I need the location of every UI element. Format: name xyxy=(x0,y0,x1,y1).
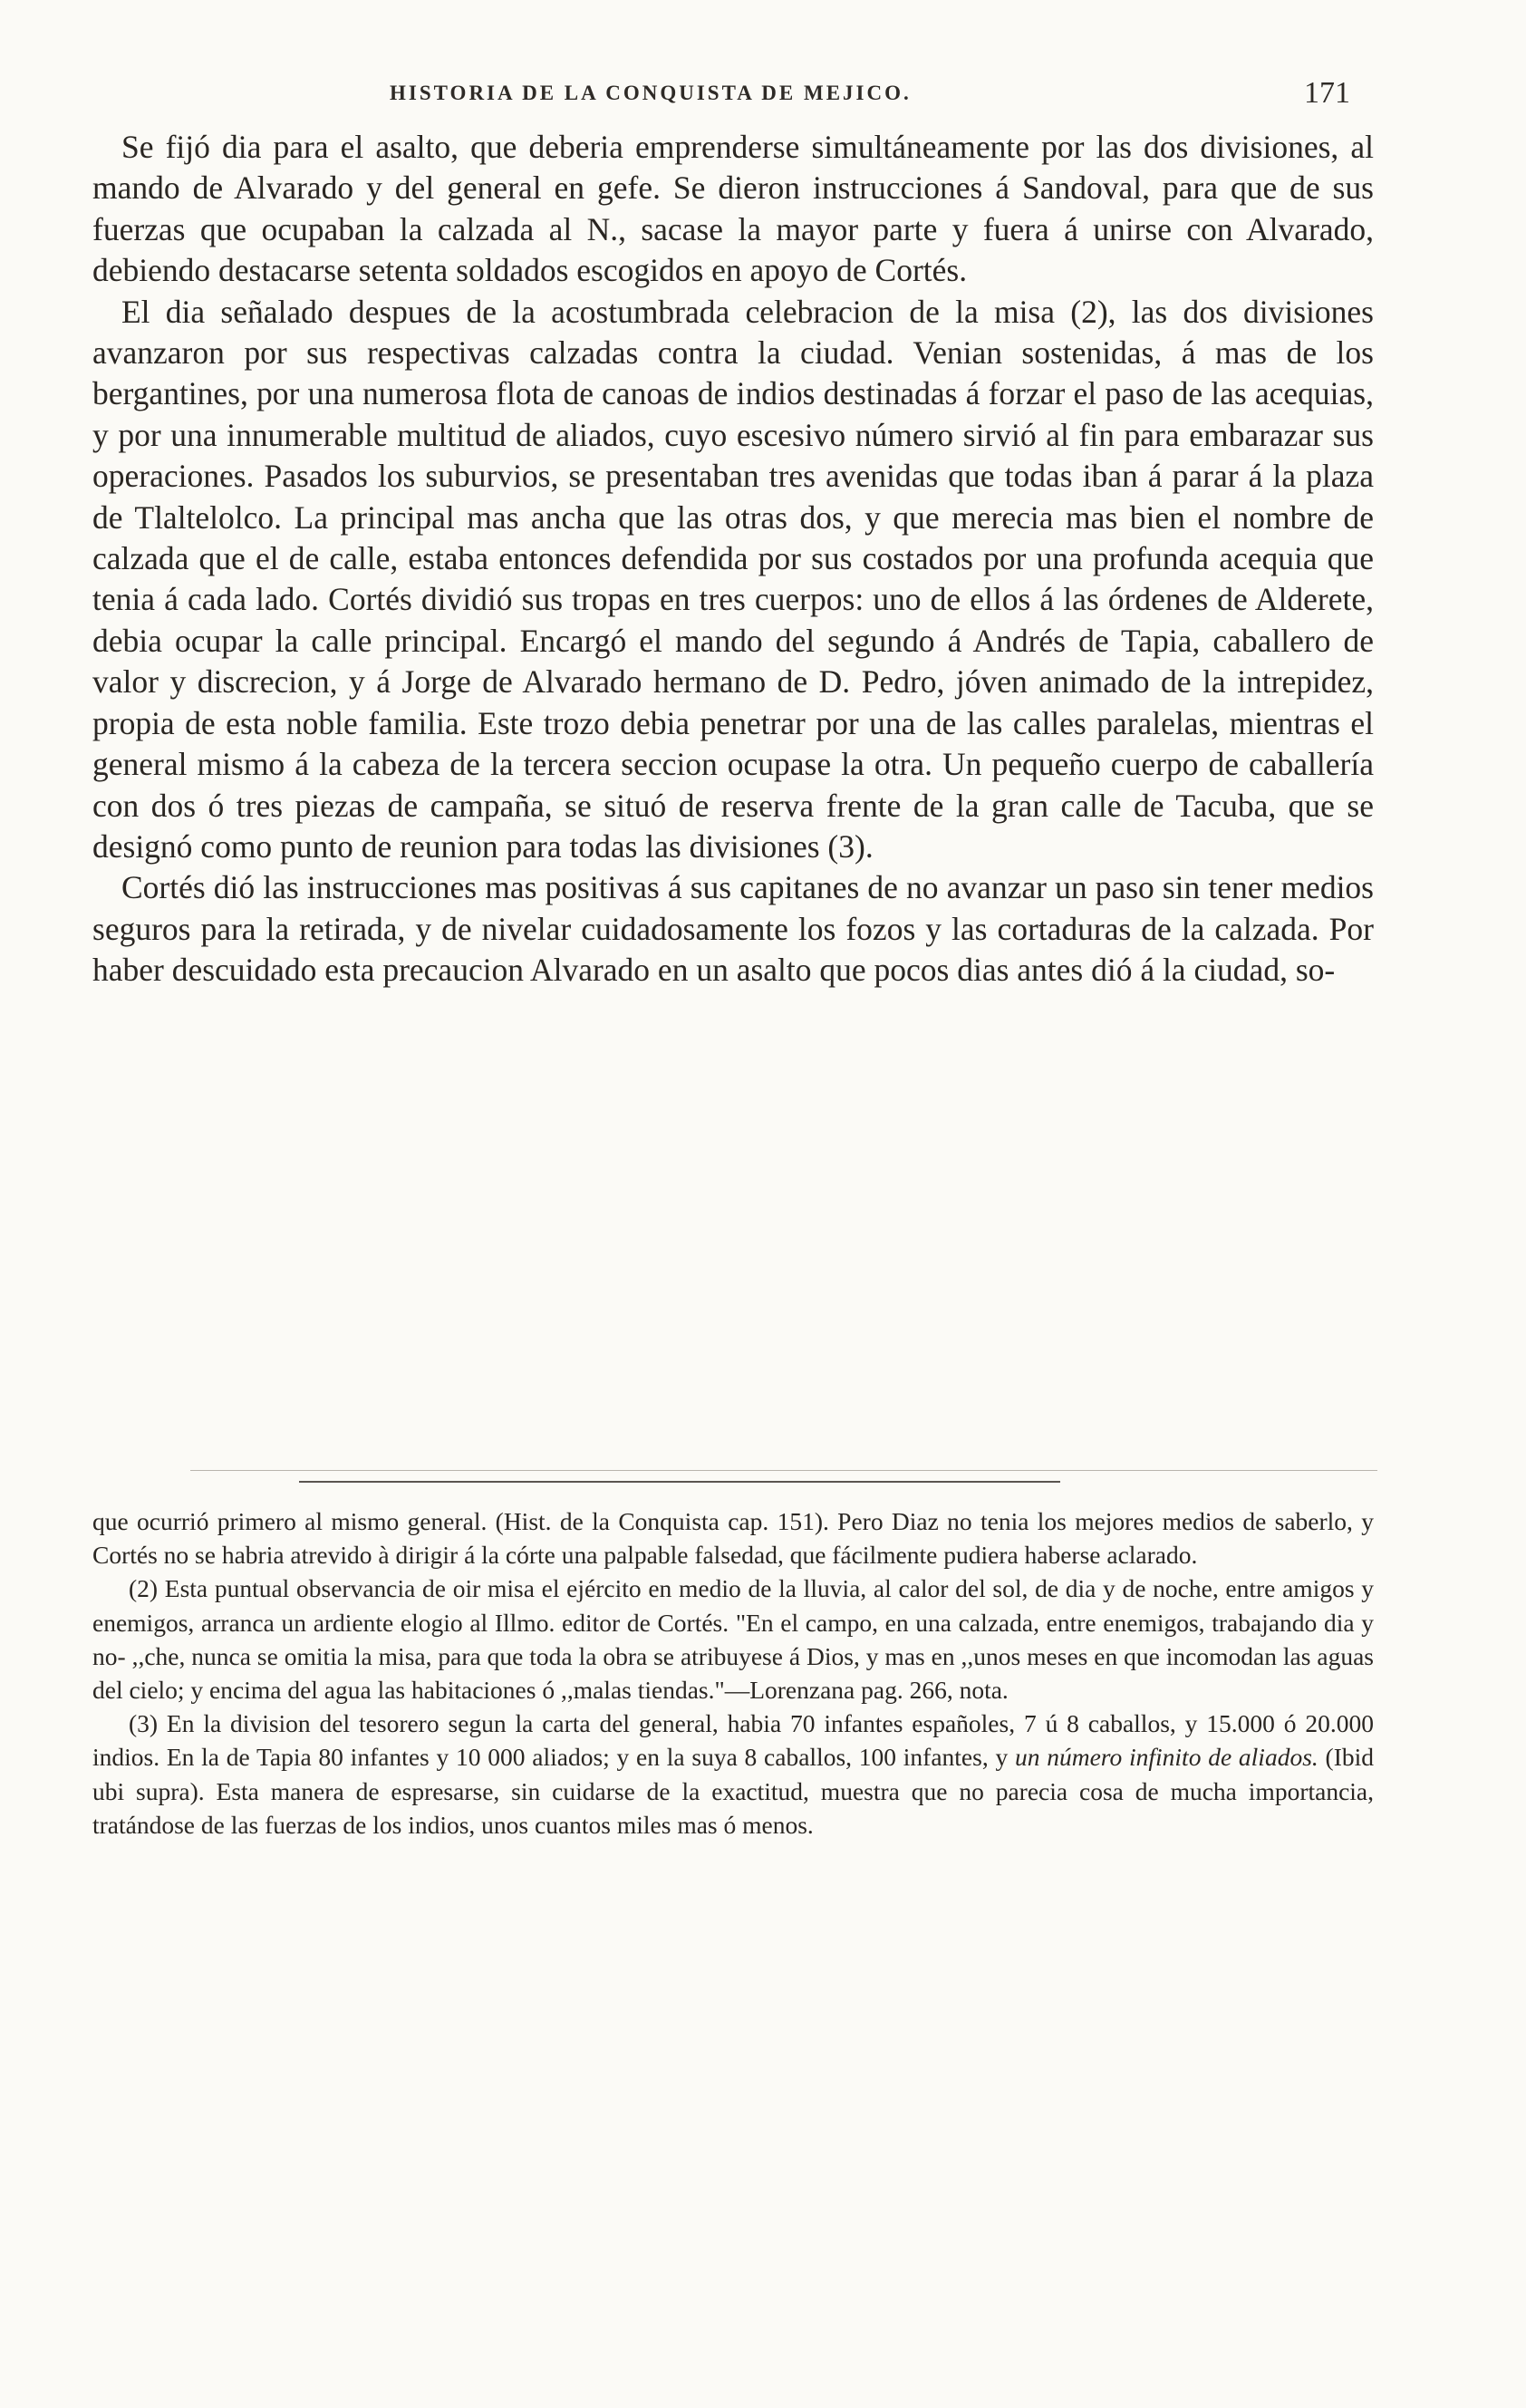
footnote-3-text-b: (Ibid ubi supra). Esta manera de espresarse, sin cuidarse de la exactitud, muestra que no parecia cosa de mucha importancia, tratándose de las fuerzas de los indios, unos cuantos miles mas ó menos. xyxy=(92,1743,1374,1839)
footnote-3-text-a: (3) En la division del tesorero segun la carta del general, habia 70 infantes españoles, 7 ú 8 caballos, y 15.000 ó 20.000 indios. En la de Tapia 80 infantes y 10 000 aliados; y en la suya 8 caballos, 100 infantes, y xyxy=(92,1709,1374,1772)
footnotes xyxy=(92,1504,1374,1842)
running-header xyxy=(390,76,1350,112)
running-title: HISTORIA DE LA CONQUISTA DE MEJICO. xyxy=(390,82,912,104)
body-paragraph-2: El dia señalado despues de la acostumbrada celebracion de la misa (2), las dos divisiones avanzaron por sus respectivas calzadas contra la ciudad. Venian sostenidas, á mas de los bergantines, por una numerosa flota de canoas de indios destinadas á forzar el paso de las acequias, y por una innumerable multitud de aliados, cuyo escesivo número sirvió al fin para embarazar sus operaciones. Pasados los suburvios, se presentaban tres avenidas que todas iban á parar á la plaza de Tlaltelolco. La principal mas ancha que las otras dos, y que merecia mas bien el nombre de calzada que el de calle, estaba entonces defendida por sus costados por una profunda acequia que tenia á cada lado. Cortés dividió sus tropas en tres cuerpos: uno de ellos á las órdenes de Alderete, debia ocupar la calle principal. Encargó el mando del segundo á Andrés de Tapia, caballero de valor y discrecion, y á Jorge de Alvarado hermano de D. Pedro, jóven animado de la intrepidez, propia de esta noble familia. Este trozo debia penetrar por una de las calles paralelas, mientras el general mismo á la cabeza de la tercera seccion ocupase la otra. Un pequeño cuerpo de caballería con dos ó tres piezas de campaña, se situó de reserva frente de la gran calle de Tacuba, que se designó como punto de reunion para todas las divisiones (3). xyxy=(92,293,1374,865)
body-paragraph-1: Se fijó dia para el asalto, que deberia emprenderse simultáneamente por las dos divisiones, al mando de Alvarado y del general en gefe. Se dieron instrucciones á Sandoval, para que de sus fuerzas que ocupaban la calzada al N., sacase la mayor parte y fuera á unirse con Alvarado, debiendo destacarse setenta soldados escogidos en apoyo de Cortés. xyxy=(92,129,1374,289)
footnote-continuation: que ocurrió primero al mismo general. (Hist. de la Conquista cap. 151). Pero Diaz no tenia los mejores medios de saberlo, y Cortés no se habria atrevido à dirigir á la córte una palpable falsedad, que fácilmente pudiera haberse aclarado. xyxy=(92,1507,1374,1570)
footnote-2: (2) Esta puntual observancia de oir misa el ejército en medio de la lluvia, al calor del sol, de dia y de noche, entre amigos y enemigos, arranca un ardiente elogio al Illmo. editor de Cortés. "En el campo, en una calzada, entre enemigos, trabajando dia y no- ,,che, nunca se omitia la misa, para que toda la obra se atribuyese á Dios, y mas en ,,unos meses en que incomodan las aguas del cielo; y encima del agua las habitaciones ó ,,malas tiendas."—Lorenzana pag. 266, nota. xyxy=(92,1574,1374,1705)
footnote-separator-faint xyxy=(190,1470,1377,1471)
footnote-separator xyxy=(299,1481,1060,1483)
footnote-3-quote: un número infinito de aliados. xyxy=(1014,1743,1318,1772)
body-paragraph-3: Cortés dió las instrucciones mas positivas á sus capitanes de no avanzar un paso sin tener medios seguros para la retirada, y de nivelar cuidadosamente los fozos y las cortaduras de la calzada. Por haber descuidado esta precaucion Alvarado en un asalto que pocos dias antes dió á la ciudad, so- xyxy=(92,869,1374,989)
page-number: 171 xyxy=(1304,76,1350,110)
main-text xyxy=(92,127,1374,991)
footnote-3 xyxy=(92,1707,1374,1842)
